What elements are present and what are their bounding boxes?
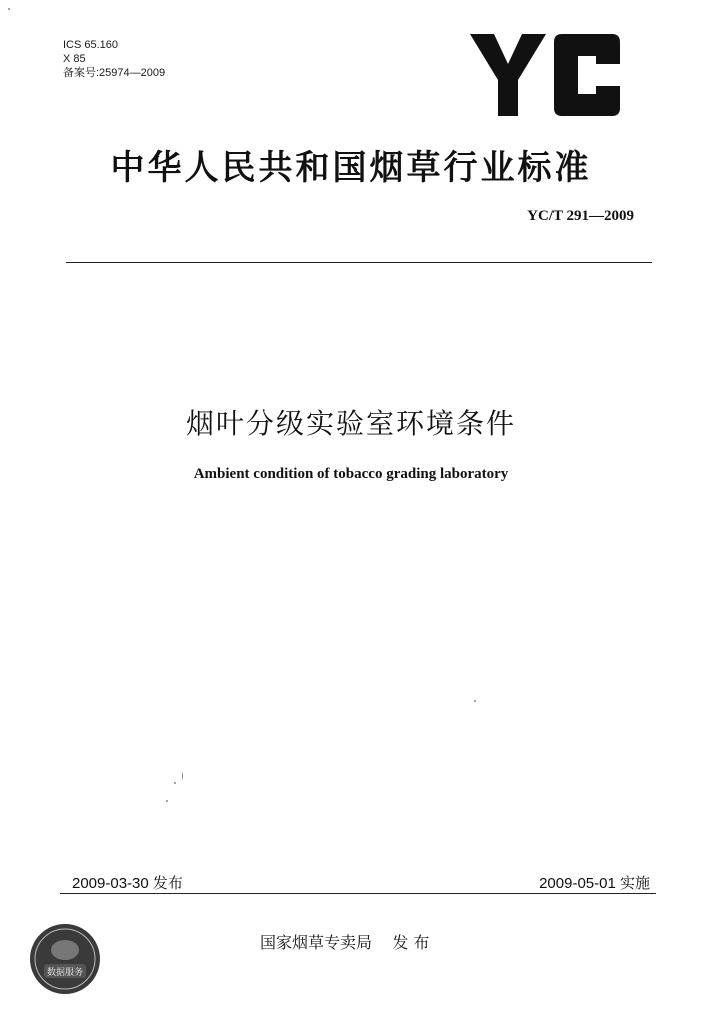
effective-date: 2009-05-01 实施 (539, 875, 650, 892)
standard-code: YC/T 291—2009 (527, 208, 634, 224)
scan-speck (8, 8, 10, 10)
issuing-authority: 国家烟草专卖局 发 布 (260, 933, 430, 952)
release-date: 2009-03-30 发布 (72, 875, 183, 892)
top-divider (66, 262, 652, 263)
scan-speck (174, 782, 176, 784)
scan-speck (166, 800, 168, 802)
bottom-divider (60, 893, 656, 894)
filing-number: 备案号:25974—2009 (63, 67, 166, 79)
stamp-seal (28, 922, 102, 996)
standard-title-english: Ambient condition of tobacco grading laboratory (193, 466, 509, 482)
classification-code: X 85 (63, 53, 86, 65)
scan-speck (474, 700, 476, 702)
standard-title-chinese: 烟叶分级实验室环境条件 (185, 407, 516, 440)
svg-text:数据服务: 数据服务 (46, 968, 84, 978)
yc-logo (470, 34, 620, 116)
organization-title: 中华人民共和国烟草行业标准 (110, 148, 592, 188)
scan-speck (182, 772, 183, 780)
document-metadata (63, 38, 165, 80)
ics-code: ICS 65.160 (63, 39, 119, 51)
